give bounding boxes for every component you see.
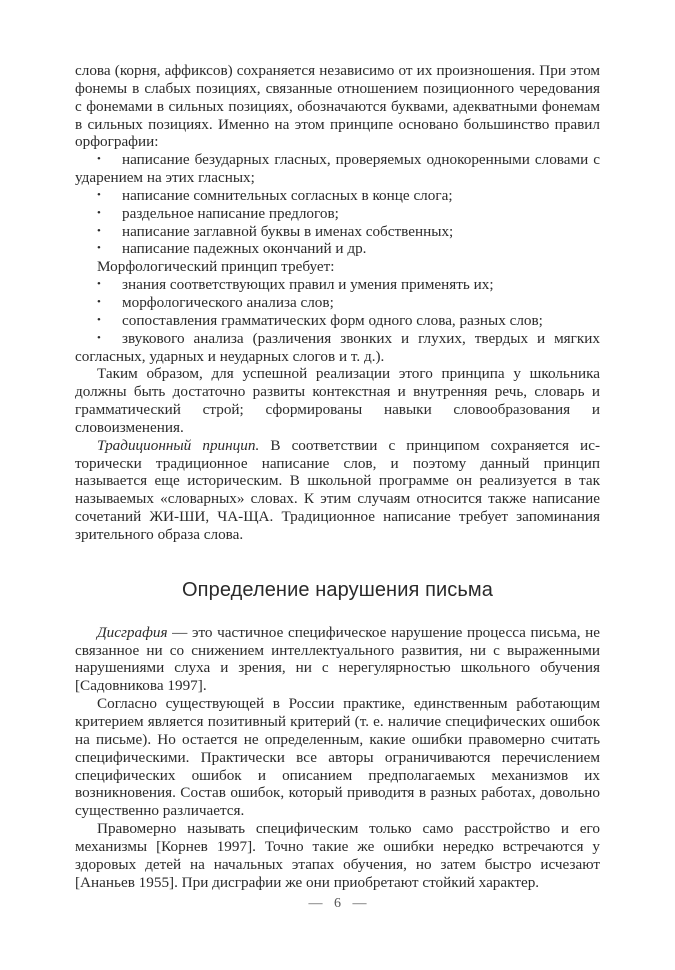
list-item: • звукового анализа (различения звонких и глухих, твердых и мягких согласных, ударных и неударных слогов и т. д.). — [75, 329, 600, 365]
list-item: • раздельное написание предлогов; — [97, 204, 339, 222]
bullet-icon: • — [97, 313, 101, 326]
section-heading: Определение нарушения письма — [182, 578, 493, 601]
list-item: • написание падежных окончаний и др. — [97, 240, 367, 258]
dysgraphia-definition-paragraph: Дисграфия — это частичное специфическое нарушение процесса письма, не связанное ни со снижением интеллектуального развития, ни с выраженными нарушениями слуха и зрения, ни с нерегулярностью школьного обучения [Садовникова 1997]. — [75, 623, 600, 695]
list-item: • знания соответствующих правил и умения применять их; — [97, 276, 494, 294]
list-item: • написание сомнительных согласных в конце слога; — [97, 186, 453, 204]
bullet-icon: • — [97, 206, 101, 219]
page-number: — 6 — — [308, 896, 367, 911]
traditional-principle-term: Традиционный принцип. — [97, 436, 260, 454]
list-item: • сопоставления грамматических форм одного слова, разных слов; — [97, 311, 543, 329]
orthography-rules-list — [75, 151, 600, 258]
requirements-list — [75, 276, 600, 365]
list-item: • написание заглавной буквы в именах собственных; — [97, 222, 454, 240]
bullet-icon: • — [97, 331, 101, 344]
dysgraphia-term: Дисграфия — [97, 623, 168, 641]
specific-disorder-paragraph: Правомерно называть специфическим только само расстройство и его механизмы [Корнев 1997]. Точно такие же ошибки нередко встречаются у здоровых детей на начальных этапах обучения, но затем быстро исчезают [Ананьев 1955]. При дисграфии же они приобретают стойкий характер. — [75, 820, 600, 891]
criterion-paragraph: Согласно существующей в России практике, единственным работающим критерием является позитивный критерий (т. е. наличие специфических ошибок на письме). Но остается не определенным, какие ошибки правомерно считать специфическими. Практически все авторы ограничиваются перечислением специфических ошибок и описанием предполагаемых механизмов их возникновения. Состав ошибок, который приводитя в разных работах, довольно существенно различается. — [75, 695, 600, 820]
bullet-icon: • — [97, 224, 101, 237]
traditional-principle-paragraph: Традиционный принцип. В соответствии с принципом сохраняется исторически традиционное написание слов, и поэтому данный принцип называется еще историческим. В школьной программе он реализуется в так называемых «словарных» словах. К этим случаям относится также написание сочетаний ЖИ-ШИ, ЧА-ЩА. Традиционное написание требует запоминания зрительного образа слова. — [75, 436, 600, 543]
document-page — [75, 62, 600, 891]
bullet-icon: • — [97, 242, 101, 255]
intro-paragraph: слова (корня, аффиксов) сохраняется независимо от их произношения. При этом фонемы в слабых позициях, связанные отношением позиционного чередования с фонемами в сильных позициях, обозначаются буквами, адекватными фонемам в сильных позициях. Именно на этом принципе основано большинство правил орфографии: — [75, 62, 600, 151]
bullet-icon: • — [97, 295, 101, 308]
bullet-icon: • — [97, 153, 101, 166]
list-item: • написание безударных гласных, проверяемых однокоренными словами с ударением на этих гласных; — [75, 151, 600, 187]
list-item: • морфологического анализа слов; — [97, 293, 334, 311]
conclusion-paragraph: Таким образом, для успешной реализации этого принципа у школьника должны быть достаточно развиты контекстная и внутренняя речь, словарь и грамматический строй; сформированы навыки словообразования и словоизменения. — [75, 365, 600, 436]
bullet-icon: • — [97, 278, 101, 291]
morphological-principle-lead: Морфологический принцип требует: — [97, 258, 335, 276]
bullet-icon: • — [97, 188, 101, 201]
